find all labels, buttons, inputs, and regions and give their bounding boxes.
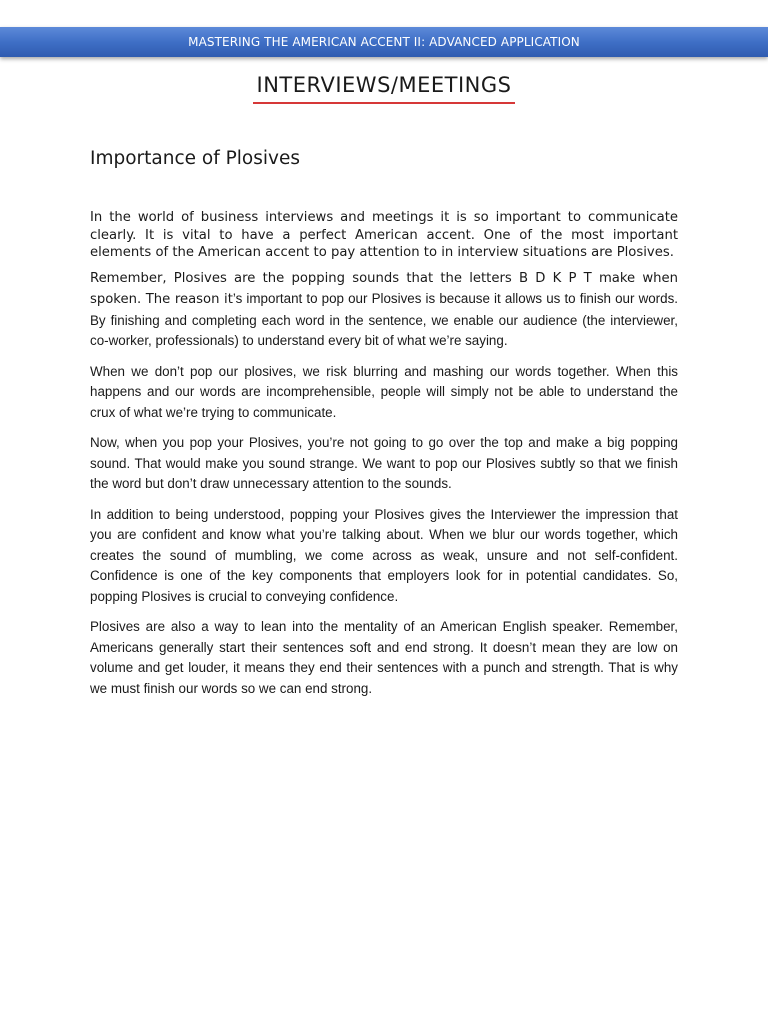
document-heading: Importance of Plosives (90, 148, 300, 169)
paragraph-confidence: In addition to being understood, popping your Plosives gives the Interviewer the impression that you are confident and know what you’re talking about. When we blur our words together, which creates the sound of mumbling, we come across as weak, unsure and not self-confident. Confidence is one of the key components that employers look for in potential candidates. So, popping Plosives is crucial to conveying confidence. (90, 506, 678, 604)
paragraph-subtle-popping: Now, when you pop your Plosives, you’re not going to go over the top and make a big popping sound. That would make you sound strange. We want to pop our Plosives subtly so that we finish the word but don’t draw unnecessary attention to the sounds. (90, 435, 678, 491)
document-body (90, 209, 678, 709)
header-title: MASTERING THE AMERICAN ACCENT II: ADVANCED APPLICATION (188, 35, 580, 49)
paragraph-mentality: Plosives are also a way to lean into the mentality of an American English speaker. Remember, Americans generally start their sentences soft and end strong. It doesn’t mean they are low on volume and get louder, it means they end their sentences with a punch and strength. That is why we must finish our words so we can end strong. (90, 619, 678, 696)
section-title-wrap (0, 72, 768, 104)
paragraph-blurring: When we don’t pop our plosives, we risk blurring and mashing our words together. When this happens and our words are incomprehensible, people will simply not be able to understand the crux of what we’re trying to communicate. (90, 363, 678, 420)
paragraph-rest-text: ’s important to pop our Plosives is because it allows us to finish our words. By finishing and completing each word in the sentence, we enable our audience (the interviewer, co-worker, professionals) to understand every bit of what we’re saying. (90, 291, 679, 348)
header-bar (0, 27, 768, 57)
paragraph-plosives-definition (90, 268, 678, 352)
paragraph-intro: In the world of business interviews and meetings it is so important to communicate clearly. It is vital to have a perfect American accent. One of the most important elements of the American accent to pay attention to in interview situations are Plosives. (90, 210, 678, 260)
paragraph-lead-text: Remember, Plosives are the popping sounds that the letters B D K P T make when spoken. The reason it (90, 270, 678, 307)
section-title: INTERVIEWS/MEETINGS (253, 72, 516, 104)
